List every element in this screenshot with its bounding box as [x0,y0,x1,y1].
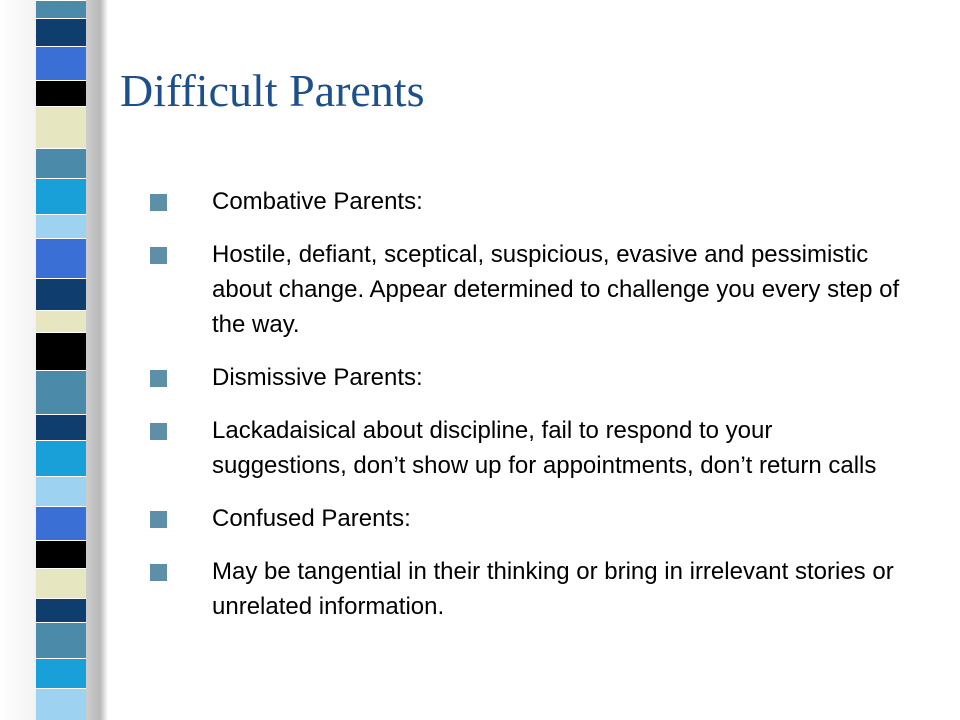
bullet-text: Lackadaisical about discipline, fail to respond to your suggestions, don’t show up for appointments, don’t return calls [212,417,877,479]
bullet-text: Dismissive Parents: [212,364,423,391]
decorative-stripe [0,0,108,720]
bullet-item [150,184,910,219]
stripe-color-blocks [36,0,86,720]
stripe-block [36,370,86,414]
stripe-block [36,106,86,148]
bullet-text: Confused Parents: [212,505,411,532]
stripe-block [36,278,86,310]
stripe-block [36,440,86,476]
stripe-block [36,568,86,598]
stripe-block [36,148,86,178]
bullet-text: May be tangential in their thinking or bring in irrelevant stories or unrelated information. [212,558,894,620]
bullet-text: Combative Parents: [212,188,423,215]
stripe-block [36,414,86,440]
square-bullet-icon [150,194,167,211]
stripe-block [36,18,86,46]
stripe-block [36,238,86,278]
bullet-item [150,360,910,395]
stripe-block [36,506,86,540]
stripe-block [36,178,86,214]
stripe-block [36,332,86,370]
stripe-block [36,46,86,80]
bullet-item [150,413,910,483]
square-bullet-icon [150,423,167,440]
stripe-block [36,658,86,688]
square-bullet-icon [150,247,167,264]
bullet-item [150,554,910,624]
stripe-block [36,598,86,622]
bullet-text: Hostile, defiant, sceptical, suspicious, evasive and pessimistic about change. Appear determined to challenge you every step of the way. [212,241,900,338]
stripe-block [36,476,86,506]
stripe-block [36,622,86,658]
square-bullet-icon [150,511,167,528]
stripe-block [36,0,86,18]
stripe-block [36,540,86,568]
square-bullet-icon [150,564,167,581]
stripe-block [36,214,86,238]
bullet-list [150,184,910,642]
square-bullet-icon [150,370,167,387]
stripe-block [36,688,86,720]
stripe-block [36,80,86,106]
bullet-item [150,237,910,342]
bullet-item [150,501,910,536]
slide-title: Difficult Parents [120,65,425,116]
stripe-block [36,310,86,332]
